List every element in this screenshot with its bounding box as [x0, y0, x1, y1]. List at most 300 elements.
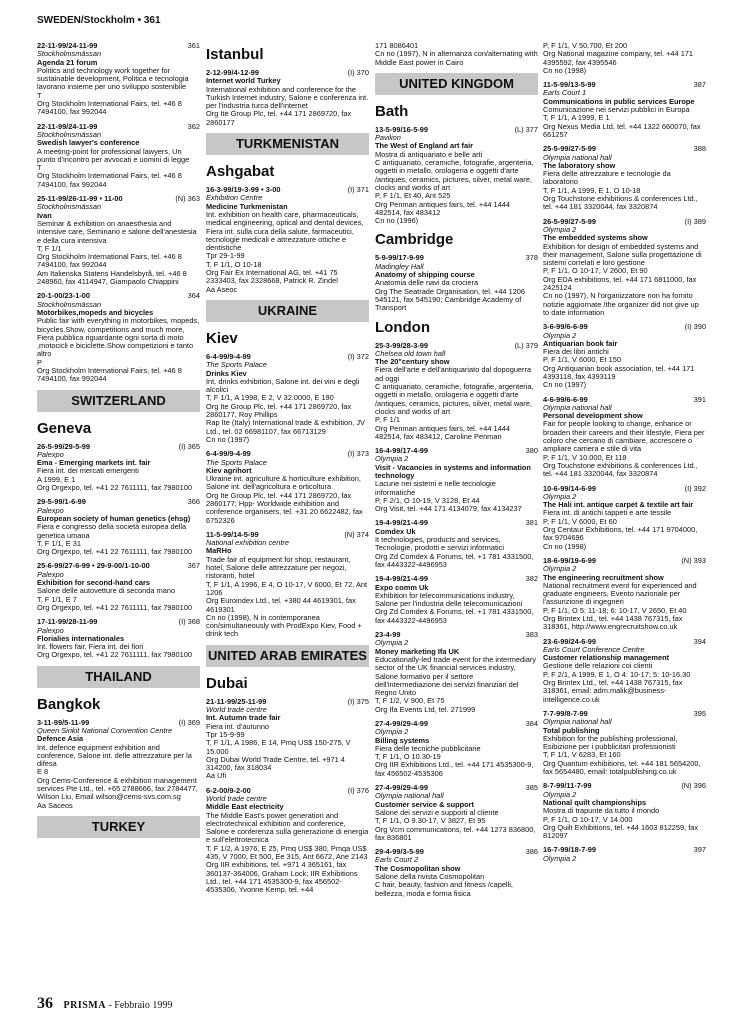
entry-title: Middle East electricity [206, 802, 284, 812]
entry-line: Org Visit, tel. +44 171 4134079, fax 4134237 [375, 504, 522, 514]
entry-line: A meeting-point for professional lawyers, Un punto d'incontro per avvocati e uomini di legge [37, 146, 190, 164]
entry-title: Swedish lawyer's conference [37, 138, 140, 148]
listing-entry [37, 123, 200, 189]
entry-line: Trade fair of equipment for shop, restaurant, hotel, Salone delle attrezzature per negozi, ristoranti, hotel [206, 554, 351, 581]
entry-line: Org Cems-Conference & exhibition management services Pte Ltd., tel. +65 2788666, fax 2784477, Wilson Liu, Email wilson@cems-svs.com.sg [37, 775, 198, 802]
entry-line: Comunicazione nei servizi pubblici in Europa [543, 105, 690, 115]
entry-line: P, F 1/1 [375, 415, 400, 425]
listing-entry [375, 342, 538, 442]
entry-line: Org Euroindex Ltd., tel. +380 44 4619301, fax 4619301 [206, 596, 356, 614]
entry-dates: 23-4-99 [375, 630, 401, 640]
entry-venue: Olympia 2 [375, 638, 409, 648]
entry-line: Cn no (1998) [543, 65, 587, 75]
listing-entry [375, 126, 538, 226]
entry-line: Exhibition for telecommunications industry, Salone per l'industria delle telecomunicazioni [375, 590, 523, 609]
entry-line: T, F 1/1, E 7 [37, 594, 77, 604]
entry-dates: 6-4-99/9-4-99 [206, 449, 251, 459]
entry-line: It technologies, products and services, Tecnologie, prodotti e servizi informatici [375, 535, 504, 553]
entry-venue: Palexpo [37, 505, 64, 515]
entry-title: Int. Autumn trade fair [206, 713, 281, 723]
city-heading: Cambridge [375, 231, 454, 249]
entry-dates: 3-6-99/6-6-99 [543, 322, 588, 332]
entry-line: Lacune nei sistemi e nelle tecnologie informatiche [375, 479, 496, 497]
entry-title: Drinks Kiev [206, 368, 247, 378]
entry-number: 383 [525, 630, 538, 640]
entry-number: (N) 374 [344, 529, 369, 539]
entry-line: Cn no (1998) [543, 541, 587, 551]
entry-line: Org Touchstone exhibitions & conferences Ltd., tel. +44 181 3320044, fax 3320874 [543, 194, 698, 212]
listing-entry [375, 447, 538, 513]
entry-title: The embedded systems show [543, 233, 648, 243]
entry-line: T, F 1/1, O 10.30-19 [375, 752, 441, 762]
entry-line: Org Stockholm International Fairs, tel. +46 8 7494100, fax 992044 [37, 99, 182, 117]
entry-dates: 16-7-99/18-7-99 [543, 845, 597, 855]
listing-entry [37, 292, 200, 383]
entry-line: Org IIR Exhibitions Ltd., tel. +44 171 4535300-9, fax 456502-4535306 [375, 760, 534, 778]
entry-number: (I) 372 [347, 351, 369, 361]
entry-line: Cn no (1997), N l'organizzatore non ha fornito notizie aggiornate /the organizer did not give up to date information [543, 291, 699, 317]
entry-line: Cn no (1998), N in contemporanea con/simultaneously with ProdExpo Kiev, Food + drink tech [206, 612, 362, 639]
entry-venue: Stockholmsmässan [37, 49, 102, 59]
entry-line: T, F 1/1 [37, 243, 62, 253]
page-footer [37, 995, 172, 1013]
entry-line: P, F 1/1, V 6000, Et 150 [543, 355, 621, 365]
entry-number: 361 [187, 41, 200, 50]
entry-dates: 2-12-99/4-12-99 [206, 68, 260, 77]
entry-venue: Pavilion [375, 133, 401, 143]
entry-line: P, F 1/1, V 10.000, Et 118 [543, 452, 627, 462]
city-heading: Dubai [206, 674, 248, 692]
entry-title: Internet world Turkey [206, 76, 281, 86]
entry-line: Cn no (1996) [375, 216, 419, 226]
entry-line: Org Ifa Events Ltd, tel. 271999 [375, 704, 476, 714]
entry-number: 395 [693, 708, 706, 718]
entry-line: Fiera int. d'autunno [206, 721, 270, 731]
entry-line: Salone della rivista Cosmopolitan [375, 872, 485, 882]
entry-line: Org Stockholm International Fairs, tel. +46 8 7494100, fax 992044 [37, 171, 182, 189]
entry-line: Org Ite Group Plc, tel. +44 171 2869720, fax 2860177 [206, 109, 352, 127]
entry-number: 391 [693, 394, 706, 404]
entry-title: Billing systems [375, 735, 430, 745]
entry-title: Defence Asia [37, 734, 84, 744]
entry-line: P [37, 357, 42, 367]
entry-venue: Stockholmsmässan [37, 299, 102, 309]
entry-dates: 22-11-99/24-11-99 [37, 41, 98, 50]
entry-venue: Earls Court 1 [543, 88, 587, 98]
listing-entry [37, 562, 200, 612]
entry-venue: Exhibition Centre [206, 193, 263, 203]
entry-line: Org Quantum exhibitions, tel. +44 181 5654200, fax 5654480, email: totalpublishing.co.uk [543, 758, 701, 777]
entry-line: Aa Aseoc [206, 284, 238, 294]
entry-number: 387 [693, 80, 706, 90]
entry-line: Seminar & exhibition on anaesthesia and intensive care, Seminario e salone dell'anestesia e della cura intensiva [37, 218, 197, 245]
entry-line: Int. exhibition on health care, pharmaceuticals, medical engineering, optical and dental devices, Fiera int. sulla cura della salute, farmaceutici, tecnologie medicali e attrezzature ottiche e dentistiche [206, 209, 364, 253]
entry-line: Org The Seatrade Organisation, tel. +44 1206 545121, fax 545190; Cambridge Academy of Transport [375, 286, 526, 313]
entry-title: Total publishing [543, 725, 600, 735]
listing-entry [206, 450, 369, 525]
entry-number: (I) 369 [178, 717, 200, 727]
entry-line: Org Zd Comdex & Forums, tel. +1 781 4331500, fax 4443322-4496953 [375, 607, 534, 625]
entry-line: Org Orgexpo, tel. +41 22 7611111, fax 7980100 [37, 650, 192, 660]
entry-dates: 27-4-99/29-4-99 [375, 719, 429, 728]
listing-entry [37, 195, 200, 286]
entry-venue: Olympia national hall [543, 717, 612, 727]
entry-title: Customer relationship management [543, 653, 670, 663]
entry-number: 378 [525, 253, 538, 263]
entry-venue: World trade centre [206, 705, 267, 715]
listing-entry [375, 631, 538, 714]
entry-line: Org Stockholm International Fairs, tel. +46 8 7494100, fax 992044 [37, 252, 182, 270]
entry-venue: World trade centre [206, 794, 267, 803]
entry-continuation [543, 42, 706, 75]
entry-line: T, F 1/1, A 1986, E 14, Pmq US$ 150-275, V 15.000 [206, 738, 351, 756]
listing-entry [206, 353, 369, 444]
entry-title: The engineering recruitment show [543, 572, 664, 582]
entry-title: The 20"century show [375, 357, 450, 367]
listing-entry [543, 323, 706, 389]
magazine-name: PRISMA [63, 1000, 106, 1011]
entry-venue: Stockholmsmässan [37, 202, 102, 212]
listing-entry [543, 396, 706, 479]
listing-entry [543, 846, 706, 863]
entry-dates: 29-5-99/1-6-99 [37, 497, 86, 507]
entry-number: (N) 363 [175, 194, 200, 204]
entry-number: (I) 375 [347, 696, 369, 706]
entry-line: Org Centaur Exhibitions, tel. +44 171 9704000, fax 9704696 [543, 525, 698, 543]
entry-dates: 21-11-99/25-11-99 [206, 696, 267, 706]
entry-line: Rap Ite (Italy) International trade & exhibition, JV Ltd., tel. 02 66981107, fax 66713129 [206, 418, 365, 436]
entry-number: (I) 389 [684, 216, 706, 226]
entry-line: P, F 1/1, V 50.700, Et 200 [543, 41, 628, 50]
entry-number: (I) 373 [347, 449, 369, 459]
entry-number: 394 [693, 636, 706, 646]
entry-line: C hair, beauty, fashion and fitness /capelli, bellezza, moda e forma fisica [375, 880, 513, 898]
entry-line: T, F 1/1, O 10-18 [206, 259, 262, 269]
entry-line: T, F 1/1, V 6283, Et 160 [543, 750, 621, 760]
entry-line: Exhibition for the publishing professional, Esibizione per i pubblicitari professionisti [543, 733, 678, 752]
entry-number: 385 [525, 783, 538, 793]
entry-number: (L) 377 [514, 124, 538, 134]
entry-dates: 7-7-99/8-7-99 [543, 708, 588, 718]
entry-dates: 3-11-99/5-11-99 [37, 717, 90, 727]
entry-line: Salone dei servizi e supporti al cliente [375, 807, 499, 817]
entry-number: (I) 392 [684, 483, 706, 493]
entry-venue: Olympia 2 [543, 491, 577, 501]
entry-venue: Palexpo [37, 569, 64, 579]
entry-line: Org Fair Ex International AG, tel. +41 75 2333403, fax 2328668, Patrick R. Zindel [206, 268, 338, 286]
entry-venue: Earls Court Conference Centre [543, 644, 645, 654]
entry-line: Gestione delle relazioni coi clienti [543, 661, 653, 671]
entry-line: Educationally-led trade event for the intermediary sector of the UK financial services industry, Salone formativo per il settore dell'intermediazione dei servizi finanziari del Regno Unito [375, 654, 537, 698]
entry-venue: Olympia national hall [375, 791, 444, 801]
entry-line: E 8 [37, 767, 49, 777]
column-3 [375, 42, 538, 904]
entry-line: Mostra di trapunte da tutto il mondo [543, 806, 660, 816]
city-heading: Ashgabat [206, 163, 275, 181]
entry-line: 171 8086401 [375, 41, 419, 50]
entry-dates: 6-2-00/9-2-00 [206, 785, 251, 795]
entry-line: T [37, 163, 42, 173]
entry-dates: 25-11-99/26-11-99 • 11-00 [37, 194, 123, 204]
entry-line: Org Nexus Media Ltd, tel. +44 1322 660070, fax 661257 [543, 121, 701, 139]
listing-entry [206, 698, 369, 781]
entry-line: Org Zd Comdex & Forums, tel. +1 781 4331500, fax 4443322-4496953 [375, 551, 534, 569]
entry-line: Cn no (1997), N in alternanza con/alternating with Middle East power in Cairo [375, 49, 538, 67]
listing-entry [375, 519, 538, 569]
entry-line: T, F 1/1, A 1998, E 2, V 32.0000, E 190 [206, 393, 334, 403]
entry-line: P, F 2/1, A 1999, E 1, O 4: 10-17; 5: 10-16.30 [543, 669, 691, 679]
entry-dates: 11-5-99/13-5-99 [543, 80, 596, 90]
entry-venue: Olympia 2 [543, 853, 577, 863]
entry-title: Florialies internationales [37, 633, 125, 643]
entry-dates: 6-4-99/9-4-99 [206, 351, 251, 361]
entry-line: Org Brintex Ltd., tel. +44 1438 767315, fax 318361, email: adm.malik@business-intelligence.co.uk [543, 678, 683, 704]
entry-line: Fair for people looking to change, enhance or broaden their careers and their lifestyle, Fiera per coloro che cercano di cambiare, accrescere o ampliare carriera e stile di vita [543, 419, 705, 454]
entry-number: (I) 368 [178, 617, 200, 627]
entry-number: 384 [525, 719, 538, 728]
entry-dates: 19-4-99/21-4-99 [375, 574, 429, 584]
city-heading: Bath [375, 102, 409, 120]
listing-entry [543, 218, 706, 318]
entry-line: C antiquariato, ceramiche, fotografie, argenteria, oggetti in metallo, orologeria e oggetti d'arte /antiques, ceramics, pictures, silver, metal ware, clocks and works of art [375, 382, 534, 416]
entry-line: Org Quilt Exhibitions, tel. +44 1603 812259, fax 812097 [543, 822, 699, 841]
entry-dates: 25-3-99/28-3-99 [375, 340, 429, 350]
entry-title: Medicine Turkmenistan [206, 201, 288, 211]
entry-line: Int. defence equipment exhibition and conference, Salone int. delle attrezzature per la difesa [37, 742, 192, 769]
listing-entry [37, 498, 200, 556]
entry-number: 386 [525, 847, 538, 857]
entry-venue: Stockholmsmässan [37, 129, 102, 139]
entry-venue: Olympia 2 [543, 330, 577, 340]
city-heading: Istanbul [206, 46, 264, 63]
entry-title: National quilt championships [543, 797, 647, 807]
city-heading: Geneva [37, 419, 92, 437]
entry-title: Money marketing Ifa UK [375, 646, 460, 656]
entry-venue: Chelsea old town hall [375, 348, 446, 358]
entry-title: European society of human genetics (ehsg) [37, 513, 191, 523]
entry-title: Anatomy of shipping course [375, 270, 475, 280]
entry-line: T, F 1/1, A 1996, E 4, O 10-17, V 6000, Et 72, Ant 1206 [206, 579, 368, 597]
entry-title: The West of England art fair [375, 141, 474, 151]
entry-number: (I) 390 [684, 322, 706, 332]
entry-dates: 17-11-99/28-11-99 [37, 617, 98, 627]
entry-title: The Cosmopolitan show [375, 863, 461, 873]
entry-line: Int. flowers fair, Fiera int. dei fiori [37, 642, 144, 652]
entry-line: Org Touchstone exhibitions & conferences Ltd., tel. +44 181 3320044, fax 3320874 [543, 460, 698, 479]
entry-line: Cn no (1997) [206, 434, 250, 444]
entry-line: P, F 1/1, O 5: 11-18; 6: 10-17, V 2650, Et 40 [543, 605, 687, 615]
entry-line: Org Ite Group Plc, tel. +44 171 2869720, fax 2860177; Hpp- Worldwide exhibition and conference organisers, tel. +31 20 6622482, fax 6752326 [206, 490, 363, 525]
entry-dates: 16-3-99/19-3-99 • 3-00 [206, 185, 281, 195]
entry-title: Ivan [37, 210, 52, 220]
entry-dates: 29-4-99/3-5-99 [375, 847, 424, 857]
entry-line: Org Orgexpo, tel. +41 22 7611111, fax 7980100 [37, 483, 192, 493]
entry-line: Am Italienska Statens Handelsbyrå, tel. +46 8 248960, fax 4114947, Giampaolo Chiappini [37, 268, 187, 287]
entry-dates: 4-6-99/6-6-99 [543, 394, 588, 404]
entry-dates: 11-5-99/14-5-99 [206, 529, 259, 539]
listing-entry [37, 719, 200, 810]
entry-dates: 27-4-99/29-4-99 [375, 783, 429, 793]
entry-number: 381 [525, 518, 538, 528]
entry-venue: Palexpo [37, 625, 64, 635]
country-banner: UKRAINE [206, 300, 369, 322]
entry-venue: Madingley Hall [375, 261, 424, 271]
country-banner: THAILAND [37, 666, 200, 688]
page-header: SWEDEN/Stockholm • 361 [37, 15, 161, 26]
column-4 [543, 42, 706, 869]
entry-number: 364 [187, 291, 200, 301]
listing-entry [206, 531, 369, 639]
entry-line: A 1999, E 1 [37, 474, 76, 484]
listing-entry [543, 638, 706, 704]
entry-line: Fiera dei libri antichi [543, 347, 609, 357]
entry-line: Fiera dell'arte e dell'antiquariato dal dopoguerra ad oggi [375, 365, 532, 383]
entry-line: T, F 1/1, A 1999, E 1, O 10-18 [543, 185, 641, 195]
entry-line: T, F 1/1, E 31 [37, 538, 81, 548]
entry-line: Fiera int. di antichi tappeti e arte tessile [543, 508, 672, 518]
entry-dates: 13-5-99/16-5-99 [375, 124, 429, 134]
entry-line: Public fair with everything in motorbikes, mopeds, bicycles.Show, competitions and much more, Fiera pubblica riguardante ogni sorta di moto ,motocicli e biciclette.Show competizioni e tanto altro [37, 316, 200, 359]
entry-title: Kiev agrihort [206, 465, 252, 475]
entry-line: Org Antiquarian book association, tel. +44 171 4393118, fax 4393119 [543, 363, 695, 381]
page-number: 36 [37, 995, 53, 1012]
entry-line: Org Brintex Ltd., tel. +44 1438 767315, fax 318361, http://www.engrecruitshow.co.uk [543, 614, 683, 632]
entry-line: Org Penman antiques fairs, tel. +44 1444 482514, fax 483412, Caroline Penman [375, 423, 510, 441]
column-2 [206, 42, 369, 901]
entry-line: Org Penman antiques fairs, tel. +44 1444 482514, fax 483412 [375, 199, 510, 217]
listing-entry [375, 784, 538, 842]
entry-line: National recruitment event for experienced and graduate engineers, Evento nazionale per l'assunzione di ingegneri [543, 580, 697, 607]
listing-entry [37, 42, 200, 117]
country-banner: UNITED KINGDOM [375, 73, 538, 95]
entry-dates: 10-6-99/14-6-99 [543, 483, 597, 493]
entry-line: Int. drinks exhibition, Salone int. dei vini e degli alcolici [206, 376, 360, 395]
listing-entry [375, 848, 538, 898]
entry-title: Ema - Emerging markets int. fair [37, 458, 151, 468]
entry-dates: 20-1-00/23-1-00 [37, 291, 91, 301]
listing-entry [375, 575, 538, 625]
entry-line: Org EDA exhibitions, tel. +44 171 6811000, fax 2425124 [543, 274, 697, 293]
entry-line: Org Orgexpo, tel. +41 22 7611111, fax 7980100 [37, 602, 192, 612]
listing-entry [543, 145, 706, 211]
entry-line: Mostra di antiquariato e belle arti [375, 149, 483, 159]
entry-title: Visit - Vacancies in systems and information technology [375, 462, 531, 480]
entry-title: Personal development show [543, 411, 643, 421]
entry-line: Org Stockholm International Fairs, tel. +46 8 7494100, fax 992044 [37, 365, 182, 384]
entry-line: T, F 1/1, A 1999, E 1 [543, 113, 610, 123]
entry-title: Customer service & support [375, 799, 474, 809]
entry-dates: 23-6-99/24-6-99 [543, 636, 597, 646]
entry-line: T, F 1/2, A 1976, E 25, Pmq US$ 380, Pmqa US$ 435, V 7000, Et 500, Ee 315, Ant 6672, Ane 2143 [206, 843, 368, 862]
entry-number: 397 [693, 845, 706, 855]
entry-venue: Olympia 2 [375, 727, 409, 737]
entry-venue: The Sports Palace [206, 360, 267, 370]
entry-dates: 5-9-99/17-9-99 [375, 253, 424, 263]
entry-dates: 19-4-99/21-4-99 [375, 518, 429, 528]
listing-entry [37, 618, 200, 659]
entry-number: 380 [525, 446, 538, 456]
entry-line: Org IIR exhibitions, tel. +971 4 365161, fax 360137-364006, Graham Lock; IIR Exhibitions Ltd., tel. +44 171 4535300-9, fax 456502-4535306, Yvonne Kemp, tel. +44 [206, 860, 358, 895]
entry-number: (N) 393 [681, 555, 706, 565]
entry-venue: Olympia 2 [543, 789, 577, 799]
listing-entry [206, 186, 369, 294]
listing-entry [543, 782, 706, 840]
entry-dates: 26-5-99/27-5-99 [543, 216, 597, 226]
listing-entry [543, 557, 706, 632]
entry-number: (L) 379 [514, 340, 538, 350]
entry-line: Org Ite Group Plc, tel. +44 171 2869720, fax 2860177, Roy Phillips [206, 401, 352, 420]
issue-label: - Febbraio 1999 [108, 1000, 173, 1011]
entry-title: Antiquarian book fair [543, 338, 618, 348]
entry-number: (I) 370 [347, 68, 369, 77]
entry-number: 366 [187, 497, 200, 507]
country-banner: TURKEY [37, 816, 200, 838]
listing-entry [375, 254, 538, 312]
entry-title: The laboratory show [543, 160, 616, 170]
listing-entry [206, 787, 369, 895]
entry-number: 382 [525, 574, 538, 584]
entry-continuation [375, 42, 538, 67]
entry-title: Exhibition for second-hand cars [37, 578, 150, 588]
column-1 [37, 42, 200, 846]
city-heading: Bangkok [37, 695, 101, 713]
entry-number: 388 [693, 144, 706, 154]
entry-title: Expo comm Uk [375, 582, 429, 592]
entry-dates: 25-5-99/27-5-99 [543, 144, 597, 154]
entry-number: (N) 396 [681, 781, 706, 791]
entry-venue: Palexpo [37, 449, 64, 459]
entry-line: The Middle East's power generation and electrotechnical exhibition and conference, Salone e conferenza sulla generazione di energia e sull'elettrotecnica [206, 810, 369, 845]
entry-title: Agenda 21 forum [37, 57, 98, 67]
entry-line: Fiera int. dei mercati emergenti [37, 466, 139, 476]
entry-dates: 8-7-99/11-7-99 [543, 781, 592, 791]
entry-line: C antiquariato, ceramiche, fotografie, argenteria, oggetti in metallo, orologeria e oggetti d'arte /antiques, ceramics, pictures, silver, metal ware, clocks and works of art [375, 158, 534, 192]
entry-number: (I) 371 [347, 185, 369, 195]
entry-line: P, F 1/1, V 6000, Et 60 [543, 516, 617, 526]
entry-line: P, F 1/1, Et 40, Ant 525 [375, 191, 451, 201]
entry-dates: 16-4-99/17-4-99 [375, 446, 429, 456]
listing-entry [375, 720, 538, 778]
entry-dates: 22-11-99/24-11-99 [37, 121, 98, 131]
entry-line: T, F 1/1, O 9.30-17, V 3827, Et 95 [375, 816, 486, 826]
entry-title: The Hali int. antique carpet & textile art fair [543, 500, 694, 510]
entry-line: Salone delle autovetture di seconda mano [37, 586, 176, 596]
country-banner: UNITED ARAB EMIRATES [206, 645, 369, 667]
entry-line: Tpr 15-9-99 [206, 729, 245, 739]
entry-line: P, F 1/1, O 10-17, V 2600, Et 90 [543, 266, 648, 276]
entry-line: Org Orgexpo, tel. +41 22 7611111, fax 7980100 [37, 547, 192, 557]
entry-line: Fiera delle tecniche pubblicitarie [375, 743, 481, 753]
entry-venue: Olympia 2 [543, 564, 577, 574]
entry-dates: 26-5-99/29-5-99 [37, 441, 91, 451]
entry-dates: 18-6-99/19-6-99 [543, 555, 597, 565]
entry-venue: National exhibition centre [206, 538, 289, 548]
entry-venue: Earls Court 2 [375, 855, 419, 865]
entry-number: (I) 365 [178, 441, 200, 451]
listing-entry [543, 485, 706, 551]
entry-line: Cn no (1997) [543, 380, 587, 390]
entry-line: Anatomia delle navi da crociera [375, 278, 479, 288]
entry-title: Motorbikes,mopeds and bicycles [37, 307, 154, 317]
entry-line: P, F 2/1, O 10-19, V 3128, Et 44 [375, 495, 480, 505]
entry-line: Aa Saceos [37, 800, 73, 810]
entry-number: 362 [187, 121, 200, 131]
entry-venue: Olympia 2 [543, 224, 577, 234]
entry-venue: Olympia 2 [375, 454, 409, 464]
entry-line: P, F 1/1, O 10-17, V 14.000 [543, 814, 633, 824]
entry-line: Ukraine int. agriculture & horticulture exhibition, Salone int. dell'agricoltura e orticoltura [206, 474, 361, 492]
entry-number: 367 [187, 561, 200, 571]
